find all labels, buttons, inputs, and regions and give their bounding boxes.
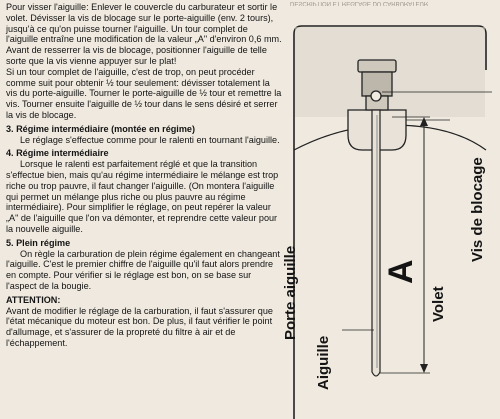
section-3-title: 3. Régime intermédiaire (montée en régime) <box>6 123 196 134</box>
label-porte-aiguille: Porte aiguille <box>282 245 299 340</box>
label-vis-de-blocage: Vis de blocage <box>469 157 486 262</box>
section-5-text: On règle la carburation de plein régime également en changeant l'aiguille. C'est le premier chiffre de l'aiguille qu'il faut alors prendre en compte. Pour vérifier si le réglage est bon, on se base sur l'aspect de la bougie. <box>6 248 280 291</box>
section-3-text: Le réglage s'effectue comme pour le ralenti en tournant l'aiguille. <box>20 134 280 145</box>
label-volet: Volet <box>430 286 447 322</box>
attention-text: Avant de modifier le réglage de la carburation, il faut s'assurer que l'état mécanique du moteur est bon. De plus, il faut vérifier le point d'allumage, et s'assurer de la propreté du filtre à air et de l'échappement. <box>6 305 273 348</box>
dimension-A-arrow-bottom <box>420 364 428 373</box>
mirrored-header-bleedthrough: DESCRIPTION ET REGLAGE DU CARBURATEUR <box>290 0 429 6</box>
text-column <box>6 2 282 349</box>
carburetor-needle-diagram <box>282 0 500 419</box>
section-4-text: Lorsque le ralenti est parfaitement réglé et que la transition s'effectue bien, mais qu'au régime intermédiaire le mélange est trop riche ou trop pauvre, il faut changer l'aiguille. (On montera l'aiguille qui permet un mélange plus riche ou plus pauvre au régime intermédiaire). Pour simplifier le réglage, on peut repérer la valeur „A" de l'aiguille que l'on va démonter, et reprendre cette valeur pour la nouvelle aiguille. <box>6 159 279 234</box>
section-5-title: 5. Plein régime <box>6 237 71 248</box>
attention-title: ATTENTION: <box>6 294 61 305</box>
section-4-title: 4. Régime intermédiaire <box>6 148 109 159</box>
locking-screw <box>371 91 381 101</box>
dimension-A-arrow-top <box>420 117 428 126</box>
intro-paragraph: Pour visser l'aiguille: Enlever le couvercle du carburateur et sortir le volet. Dévisser la vis de blocage sur le porte-aiguille (env. 2 tours), jusqu'à ce qu'on puisse tourner l'aiguille. Un tour complet de l'aiguille entraîne une modification de la valeur „A" d'environ 0,6 mm. Avant de resserrer la vis de blocage, positionner l'aiguille de telle sorte que la vis vienne appuyer sur le plat! <box>6 2 282 66</box>
label-dimension-A: A <box>382 259 420 284</box>
label-aiguille: Aiguille <box>315 335 332 390</box>
intro-paragraph-2: Si un tour complet de l'aiguille, c'est de trop, on peut procéder comme suit pour obtenir ½ tour seulement: dévisser totalement la vis du porte-aiguille. Tourner le porte-aiguille de ½ tour et remettre la vis. Tourner ensuite l'aiguille de ½ tour dans le sens désiré et serrer la vis de blocage. <box>6 66 282 120</box>
needle <box>372 110 380 376</box>
needle-holder <box>358 60 396 72</box>
